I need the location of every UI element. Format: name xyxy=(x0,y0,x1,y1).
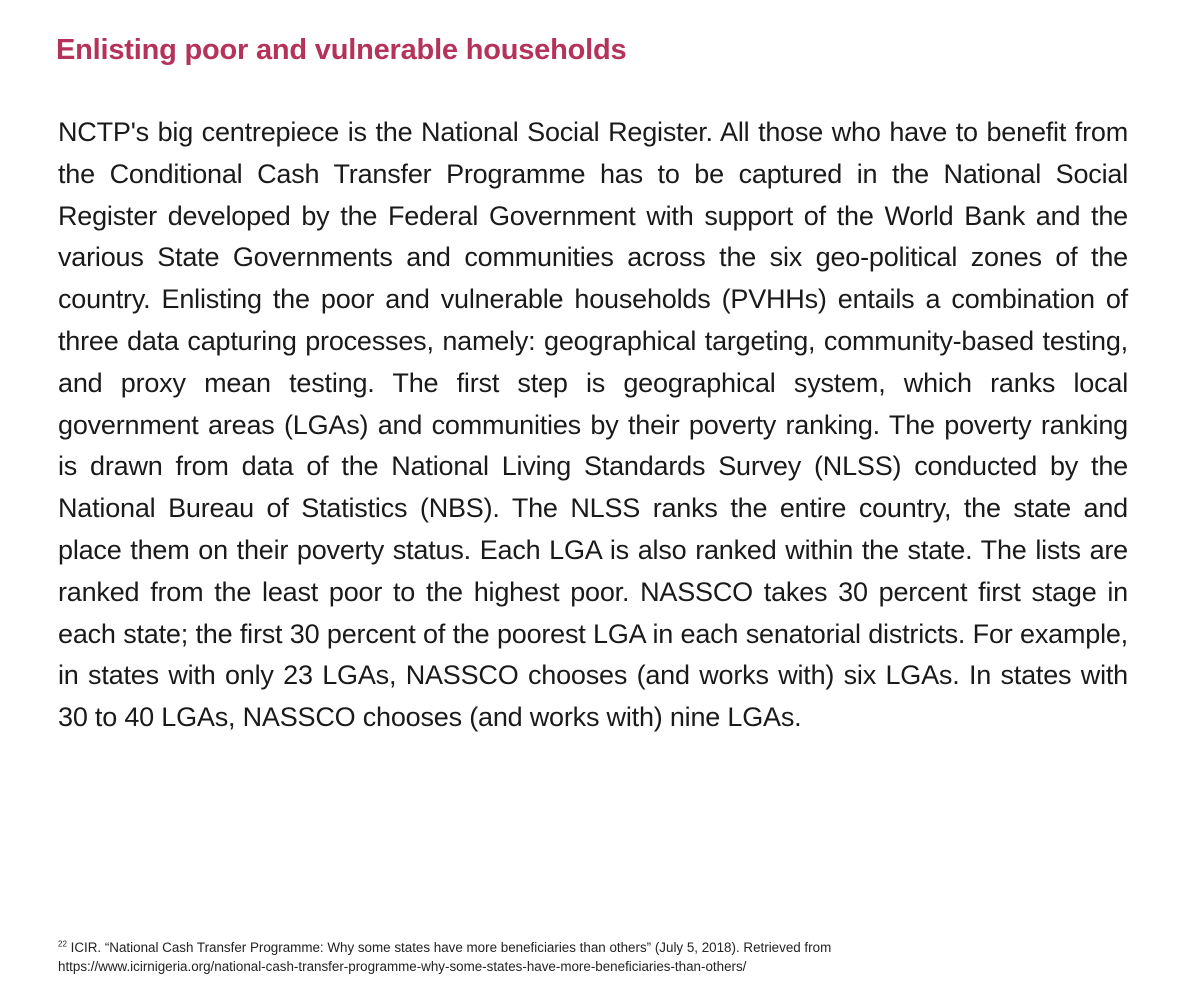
footnote-url: https://www.icirnigeria.org/national-cash-transfer-programme-why-some-states-have-more-beneficiaries-than-others/ xyxy=(58,959,747,974)
footnote-citation: ICIR. “National Cash Transfer Programme: Why some states have more beneficiaries than others” (July 5, 2018). Retrieved from xyxy=(66,940,832,955)
section-heading: Enlisting poor and vulnerable households xyxy=(56,34,627,66)
footnote-citation-line xyxy=(58,938,1158,957)
footnote xyxy=(58,938,1158,976)
body-paragraph: NCTP's big centrepiece is the National Social Register. All those who have to benefit from the Conditional Cash Transfer Programme has to be captured in the National Social Register developed by the Federal Government with support of the World Bank and the various State Governments and communities across the six geo-political zones of the country. Enlisting the poor and vulnerable households (PVHHs) entails a combination of three data capturing processes, namely: geographical targeting, community-based testing, and proxy mean testing. The first step is geographical system, which ranks local government areas (LGAs) and communities by their poverty ranking. The poverty ranking is drawn from data of the National Living Standards Survey (NLSS) conducted by the National Bureau of Statistics (NBS). The NLSS ranks the entire country, the state and place them on their poverty status. Each LGA is also ranked within the state. The lists are ranked from the least poor to the highest poor. NASSCO takes 30 percent first stage in each state; the first 30 percent of the poorest LGA in each senatorial districts. For example, in states with only 23 LGAs, NASSCO chooses (and works with) six LGAs. In states with 30 to 40 LGAs, NASSCO chooses (and works with) nine LGAs. xyxy=(58,117,1128,733)
footnote-marker: 22 xyxy=(58,939,67,949)
